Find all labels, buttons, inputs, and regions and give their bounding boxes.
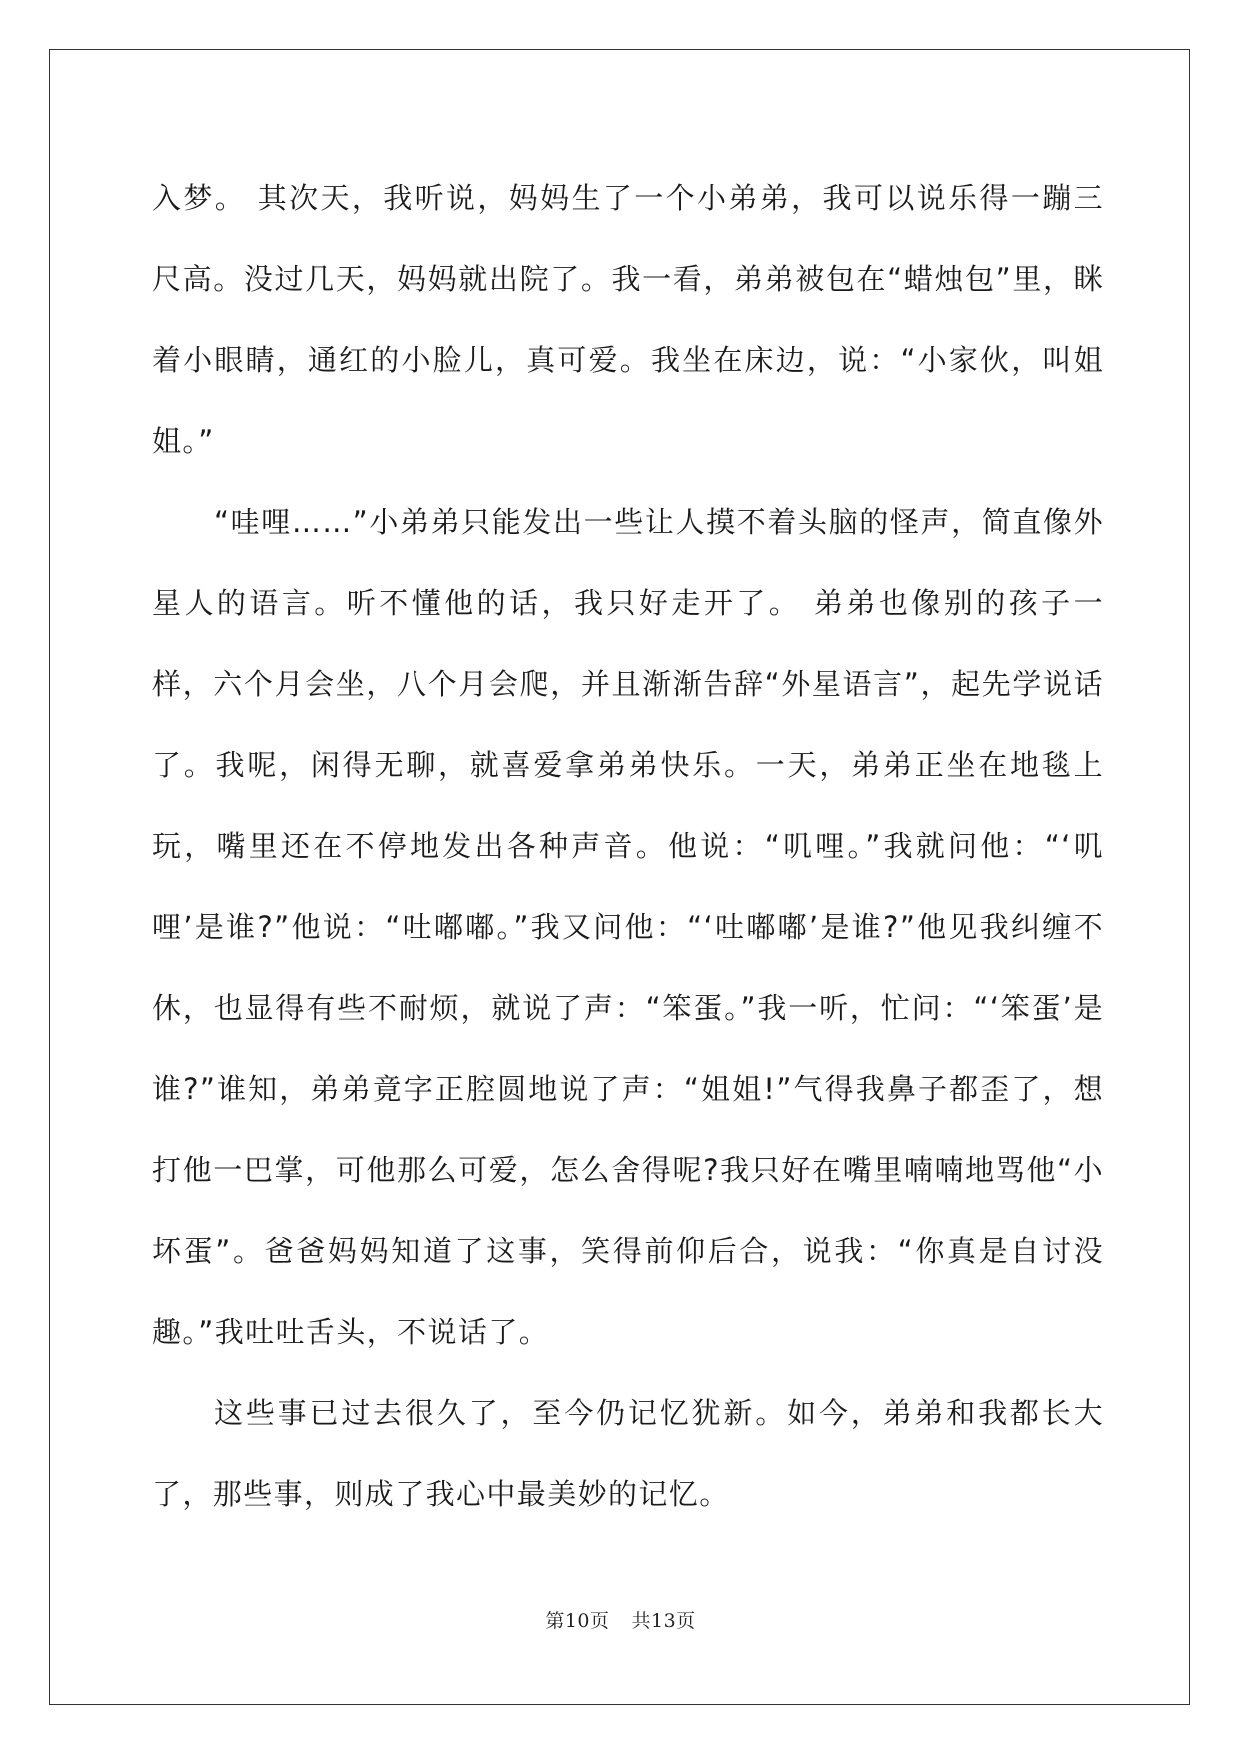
page-total: 共13页: [631, 1610, 696, 1632]
paragraph-3: 这些事已过去很久了，至今仍记忆犹新。如今，弟弟和我都长大了，那些事，则成了我心中最美妙的记忆。: [152, 1396, 1104, 1511]
paragraph-2: “哇哩……”小弟弟只能发出一些让人摸不着头脑的怪声，简直像外星人的语言。听不懂他的话，我只好走开了。 弟弟也像别的孩子一样，六个月会坐，八个月会爬，并且渐渐告辞“外星语言”，起先学说话了。我呢，闲得无聊，就喜爱拿弟弟快乐。一天，弟弟正坐在地毯上玩，嘴里还在不停地发出各种声音。他说：“叽哩。”我就问他：“‘叽哩’是谁?”他说：“吐嘟嘟。”我又问他：“‘吐嘟嘟’是谁?”他见我纠缠不休，也显得有些不耐烦，就说了声：“笨蛋。”我一听，忙问：“‘笨蛋’是谁?”谁知，弟弟竟字正腔圆地说了声：“姐姐!”气得我鼻子都歪了，想打他一巴掌，可他那么可爱，怎么舍得呢?我只好在嘴里喃喃地骂他“小坏蛋”。爸爸妈妈知道了这事，笑得前仰后合，说我：“你真是自讨没趣。”我吐吐舌头，不说话了。: [152, 505, 1104, 1349]
paragraph-1: 入梦。 其次天，我听说，妈妈生了一个小弟弟，我可以说乐得一蹦三尺高。没过几天，妈妈就出院了。我一看，弟弟被包在“蜡烛包”里，眯着小眼睛，通红的小脸儿，真可爱。我坐在床边，说：“小家伙，叫姐姐。”: [152, 181, 1104, 458]
page-number: 第10页: [545, 1610, 610, 1632]
page-footer: [0, 1606, 1241, 1633]
document-body: [152, 158, 1104, 1535]
